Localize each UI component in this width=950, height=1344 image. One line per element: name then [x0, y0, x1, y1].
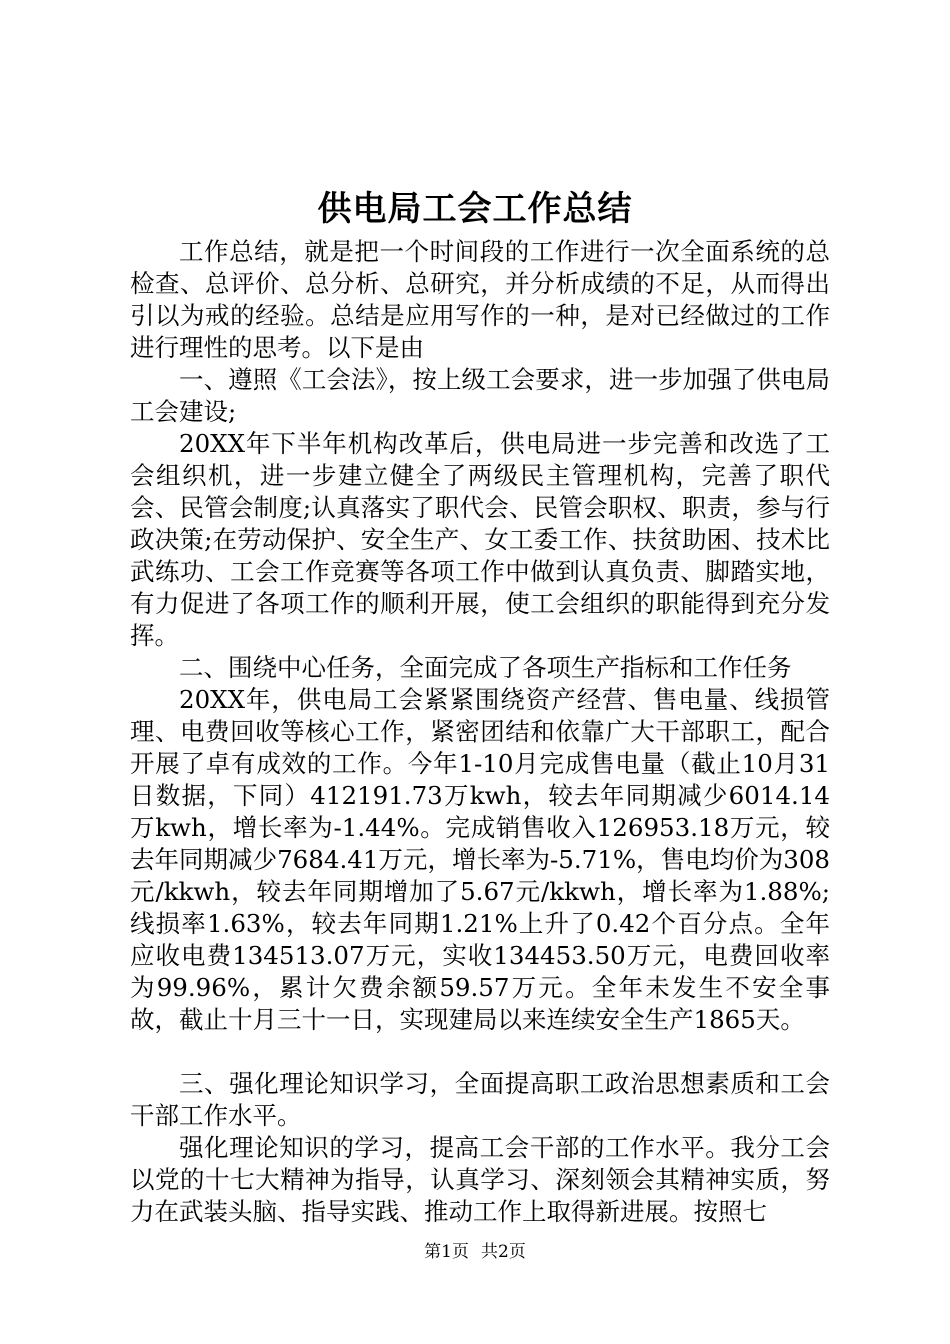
section-heading-2: 二、围绕中心任务，全面完成了各项生产指标和工作任务: [179, 653, 792, 682]
section-heading-3: 三、强化理论知识学习，全面提高职工政治思想素质和工会干部工作水平。: [130, 1069, 830, 1130]
section-heading-1: 一、遵照《工会法》，按上级工会要求，进一步加强了供电局工会建设;: [130, 365, 830, 426]
paragraph-section-2: 20XX年，供电局工会紧紧围绕资产经营、售电量、线损管理、电费回收等核心工作，紧密团结和依靠广大干部职工，配合开展了卓有成效的工作。今年1-10月完成售电量（截止10月31日数据，下同）412191.73万kwh，较去年同期减少6014.14万kwh，增长率为-1.44%。完成销售收入126953.18万元，较去年同期减少7684.41万元，增长率为-5.71%，售电均价为308元/kkwh，较去年同期增加了5.67元/kkwh，增长率为1.88%;线损率1.63%，较去年同期1.21%上升了0.42个百分点。全年应收电费134513.07万元，实收134453.50万元，电费回收率为99.96%，累计欠费余额59.57万元。全年未发生不安全事故，截止十月三十一日，实现建局以来连续安全生产1865天。: [130, 685, 830, 1034]
page-number-current: 第1页: [424, 1242, 469, 1262]
paragraph-section-1: 20XX年下半年机构改革后，供电局进一步完善和改选了工会组织机，进一步建立健全了两级民主管理机构，完善了职代会、民管会制度;认真落实了职代会、民管会职权、职责，参与行政决策;在劳动保护、安全生产、女工委工作、扶贫助困、技术比武练功、工会工作竞赛等各项工作中做到认真负责、脚踏实地，有力促进了各项工作的顺利开展，使工会组织的职能得到充分发挥。: [130, 429, 830, 650]
paragraph-intro: 工作总结，就是把一个时间段的工作进行一次全面系统的总检查、总评价、总分析、总研究，并分析成绩的不足，从而得出引以为戒的经验。总结是应用写作的一种，是对已经做过的工作进行理性的思考。以下是由: [130, 237, 830, 362]
document-title: 供电局工会工作总结: [317, 189, 633, 229]
paragraph-section-3: 强化理论知识的学习，提高工会干部的工作水平。我分工会以党的十七大精神为指导，认真学习、深刻领会其精神实质，努力在武装头脑、指导实践、推动工作上取得新进展。按照七: [130, 1133, 830, 1226]
page-footer: [0, 1240, 950, 1264]
paragraph-spacer: [130, 1036, 830, 1068]
page-number-total: 共2页: [481, 1242, 526, 1262]
document-body: [130, 236, 830, 1228]
